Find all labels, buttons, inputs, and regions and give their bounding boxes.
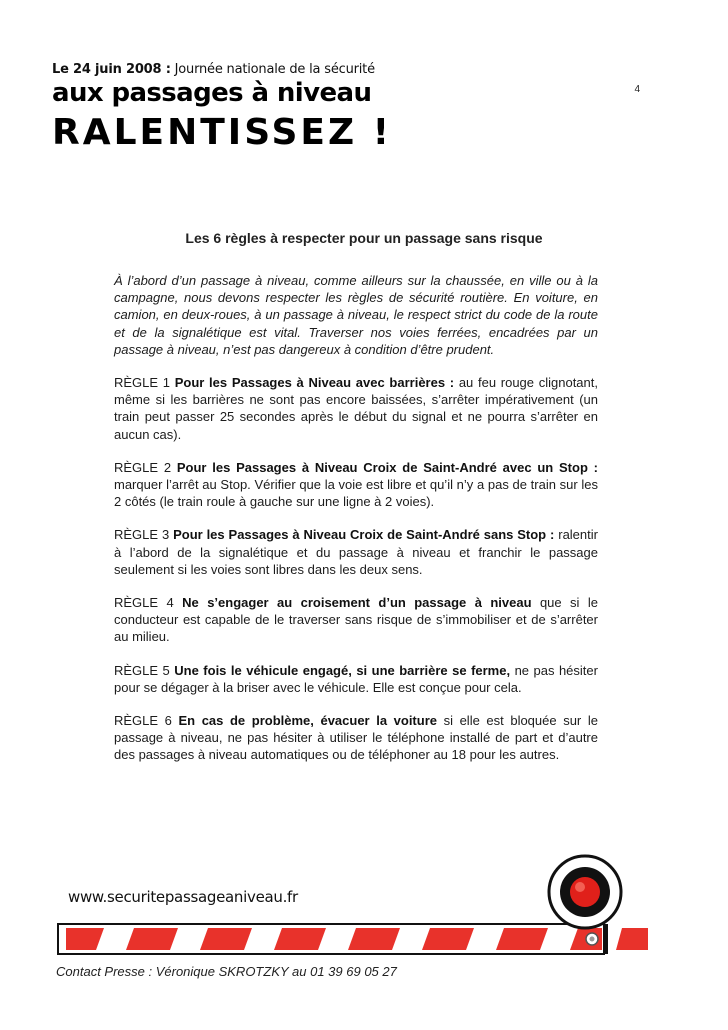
rule-text: marquer l’arrêt au Stop. Vérifier que la voie est libre et qu’il n’y a pas de train sur les 2 côtés (le train roule à gauche sur une ligne à 2 voies). (114, 477, 598, 510)
rule-text: au feu rouge clignotant, même si les barrières ne sont pas encore baissées, s’arrêter impérativement (un train peut passer 25 secondes après le début du signal et ne pourra s’arrêter en aucun cas). (114, 375, 598, 442)
rule-5 (114, 662, 598, 696)
rule-label: RÈGLE 2 (114, 459, 172, 475)
rule-heading: Pour les Passages à Niveau avec barrières : (174, 375, 455, 391)
rule-2 (114, 459, 598, 511)
rule-text: ralentir à l’abord de la signalétique et du passage à niveau et franchir le passage seulement si les voies sont libres dans les deux sens. (114, 527, 598, 577)
rule-label: RÈGLE 4 (114, 595, 174, 611)
content (114, 272, 598, 780)
rule-1 (114, 374, 598, 443)
rule-heading: En cas de problème, évacuer la voiture (178, 713, 437, 729)
page-number: 4 (634, 84, 640, 95)
header-slogan: RALENTISSEZ ! (52, 112, 393, 153)
intro-paragraph: À l’abord d’un passage à niveau, comme ailleurs sur la chaussée, en ville ou à la campagne, nous devons respecter les règles de sécurité routière. En voiture, en camion, en deux-roues, à un passage à niveau, le respect strict du code de la route et de la signalétique est vital. Traverser nos voies ferrées, encadrées par un passage à niveau, n’est pas dangereux à condition d’être prudent. (114, 273, 598, 357)
header-event: Journée nationale de la sécurité (174, 62, 375, 77)
header (52, 62, 392, 153)
rule-heading: Ne s’engager au croisement d’un passage à niveau (182, 595, 532, 611)
rule-text: que si le conducteur est capable de le traverser sans risque de s’immobiliser et de s’arrêter au milieu. (114, 595, 598, 645)
red-signal-light-icon (545, 852, 625, 932)
rule-3 (114, 526, 598, 578)
rule-text: si elle est bloquée sur le passage à niveau, ne pas hésiter à utiliser le téléphone installé de part et d’autre des passages à niveau automatiques ou de téléphoner au 18 pour les autres. (114, 713, 598, 763)
rule-heading: Pour les Passages à Niveau Croix de Saint-André avec un Stop : (176, 459, 598, 475)
rule-label: RÈGLE 1 (114, 375, 171, 391)
header-line2: aux passages à niveau (52, 78, 372, 108)
rule-heading: Une fois le véhicule engagé, si une barrière se ferme, (174, 662, 511, 678)
press-contact: Contact Presse : Véronique SKROTZKY au 01 39 69 05 27 (56, 964, 397, 979)
document-title: Les 6 règles à respecter pour un passage sans risque (185, 230, 543, 246)
rule-label: RÈGLE 5 (114, 662, 170, 678)
header-date: Le 24 juin 2008 : (52, 62, 171, 77)
rule-6 (114, 712, 598, 764)
header-line1 (52, 62, 392, 77)
rule-text: ne pas hésiter pour se dégager à la briser avec le véhicule. Elle est conçue pour cela. (114, 662, 598, 695)
rule-4 (114, 594, 598, 646)
rule-label: RÈGLE 3 (114, 527, 170, 543)
website-link[interactable]: www.securitepassageaniveau.fr (68, 888, 298, 906)
rule-heading: Pour les Passages à Niveau Croix de Saint-André sans Stop : (173, 527, 555, 543)
rule-label: RÈGLE 6 (114, 713, 172, 729)
